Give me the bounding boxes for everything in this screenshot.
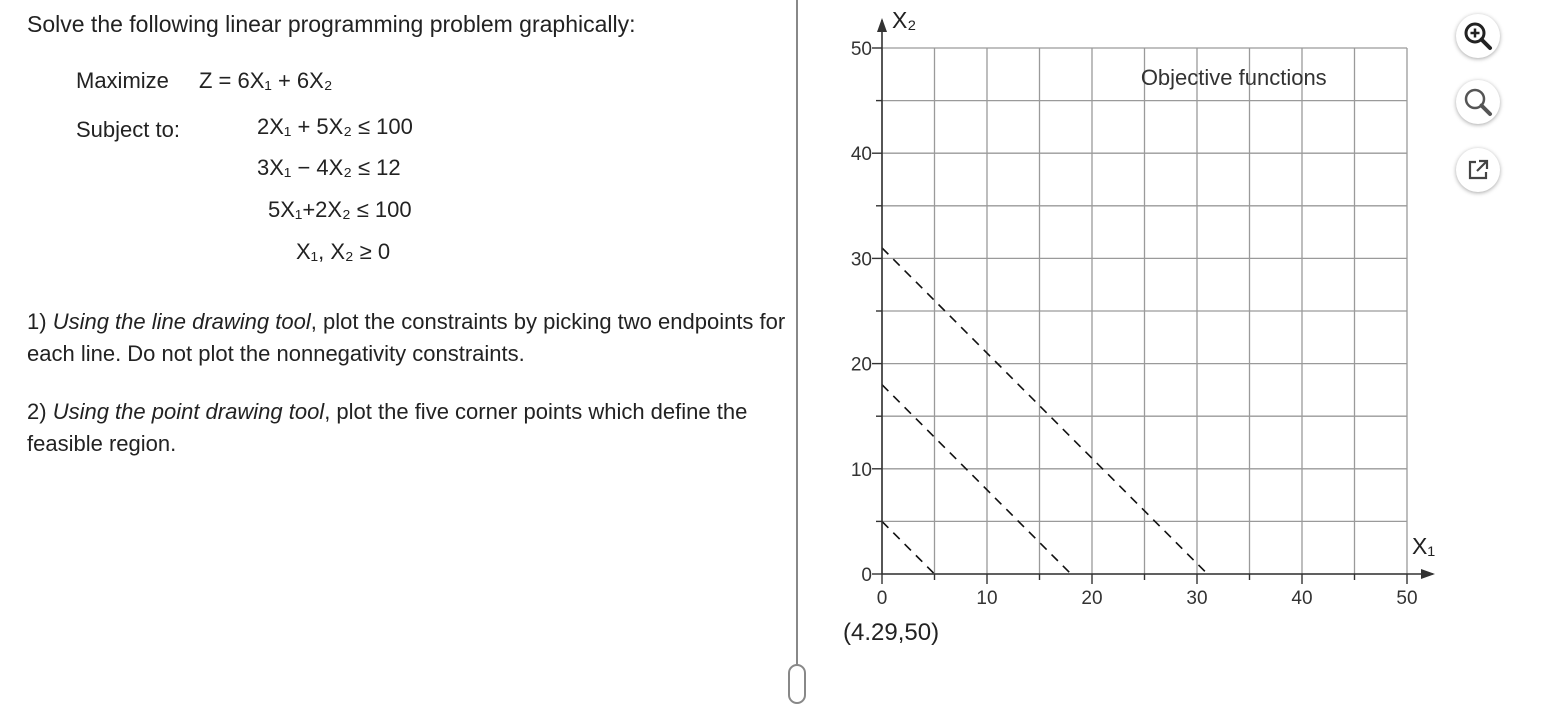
x-tick-label: 30 bbox=[1186, 588, 1208, 609]
zoom-in-button[interactable] bbox=[1456, 14, 1500, 58]
x-tick-label: 10 bbox=[976, 588, 998, 609]
objective-function-line bbox=[882, 385, 1071, 574]
y-tick-label: 50 bbox=[850, 39, 872, 60]
objective-functions-label: Objective functions bbox=[1140, 64, 1327, 90]
objective-expression: Z = 6X₁ + 6X₂ bbox=[199, 68, 333, 93]
graph-canvas[interactable] bbox=[820, 0, 1440, 696]
instruction-2-number: 2) bbox=[27, 399, 47, 424]
y-tick-label: 40 bbox=[850, 144, 872, 166]
x-tick-label: 0 bbox=[876, 588, 888, 609]
instruction-1-text: , plot the constraints by picking two endpoints for each line. Do not plot the nonnegativity constraints. bbox=[27, 309, 786, 366]
cursor-coordinate-readout: (4.29,50) bbox=[843, 619, 940, 646]
popout-button[interactable] bbox=[1456, 148, 1500, 192]
instruction-1 bbox=[27, 306, 787, 370]
external-link-icon bbox=[1465, 157, 1491, 183]
y-tick-label: 30 bbox=[850, 249, 872, 271]
zoom-out-button[interactable] bbox=[1456, 80, 1500, 124]
graph-area[interactable] bbox=[820, 0, 1440, 696]
subject-to-label: Subject to: bbox=[76, 117, 180, 142]
objective-label: Maximize bbox=[76, 68, 169, 93]
constraint-3: 5X₁+2X₂ ≤ 100 bbox=[268, 197, 412, 222]
y-tick-label: 10 bbox=[850, 459, 872, 481]
objective-function-line bbox=[882, 521, 935, 574]
y-tick-label: 0 bbox=[861, 565, 872, 586]
divider-drag-handle[interactable] bbox=[788, 664, 806, 704]
x-tick-label: 50 bbox=[1396, 588, 1418, 609]
constraint-2: 3X₁ − 4X₂ ≤ 12 bbox=[257, 155, 401, 180]
question-intro: Solve the following linear programming problem graphically: bbox=[27, 11, 636, 37]
instruction-2 bbox=[27, 396, 787, 460]
lp-problem bbox=[76, 64, 776, 284]
instruction-1-tool: Using the line drawing tool bbox=[52, 309, 311, 334]
y-tick-label: 20 bbox=[850, 354, 872, 376]
instruction-2-tool: Using the point drawing tool bbox=[52, 399, 325, 424]
panel-divider[interactable] bbox=[796, 0, 798, 696]
x-axis-label: X₁ bbox=[1412, 533, 1436, 559]
zoom-out-icon bbox=[1463, 87, 1493, 117]
y-axis-label: X₂ bbox=[892, 7, 917, 33]
constraint-1: 2X₁ + 5X₂ ≤ 100 bbox=[257, 114, 413, 139]
zoom-in-icon bbox=[1463, 21, 1493, 51]
objective-function-line bbox=[882, 248, 1208, 574]
instruction-1-number: 1) bbox=[27, 309, 47, 334]
x-tick-label: 20 bbox=[1081, 588, 1103, 609]
x-tick-label: 40 bbox=[1291, 588, 1313, 609]
instruction-2-text: , plot the five corner points which define the feasible region. bbox=[27, 399, 748, 456]
constraint-nonnegativity: X₁, X₂ ≥ 0 bbox=[296, 239, 391, 264]
